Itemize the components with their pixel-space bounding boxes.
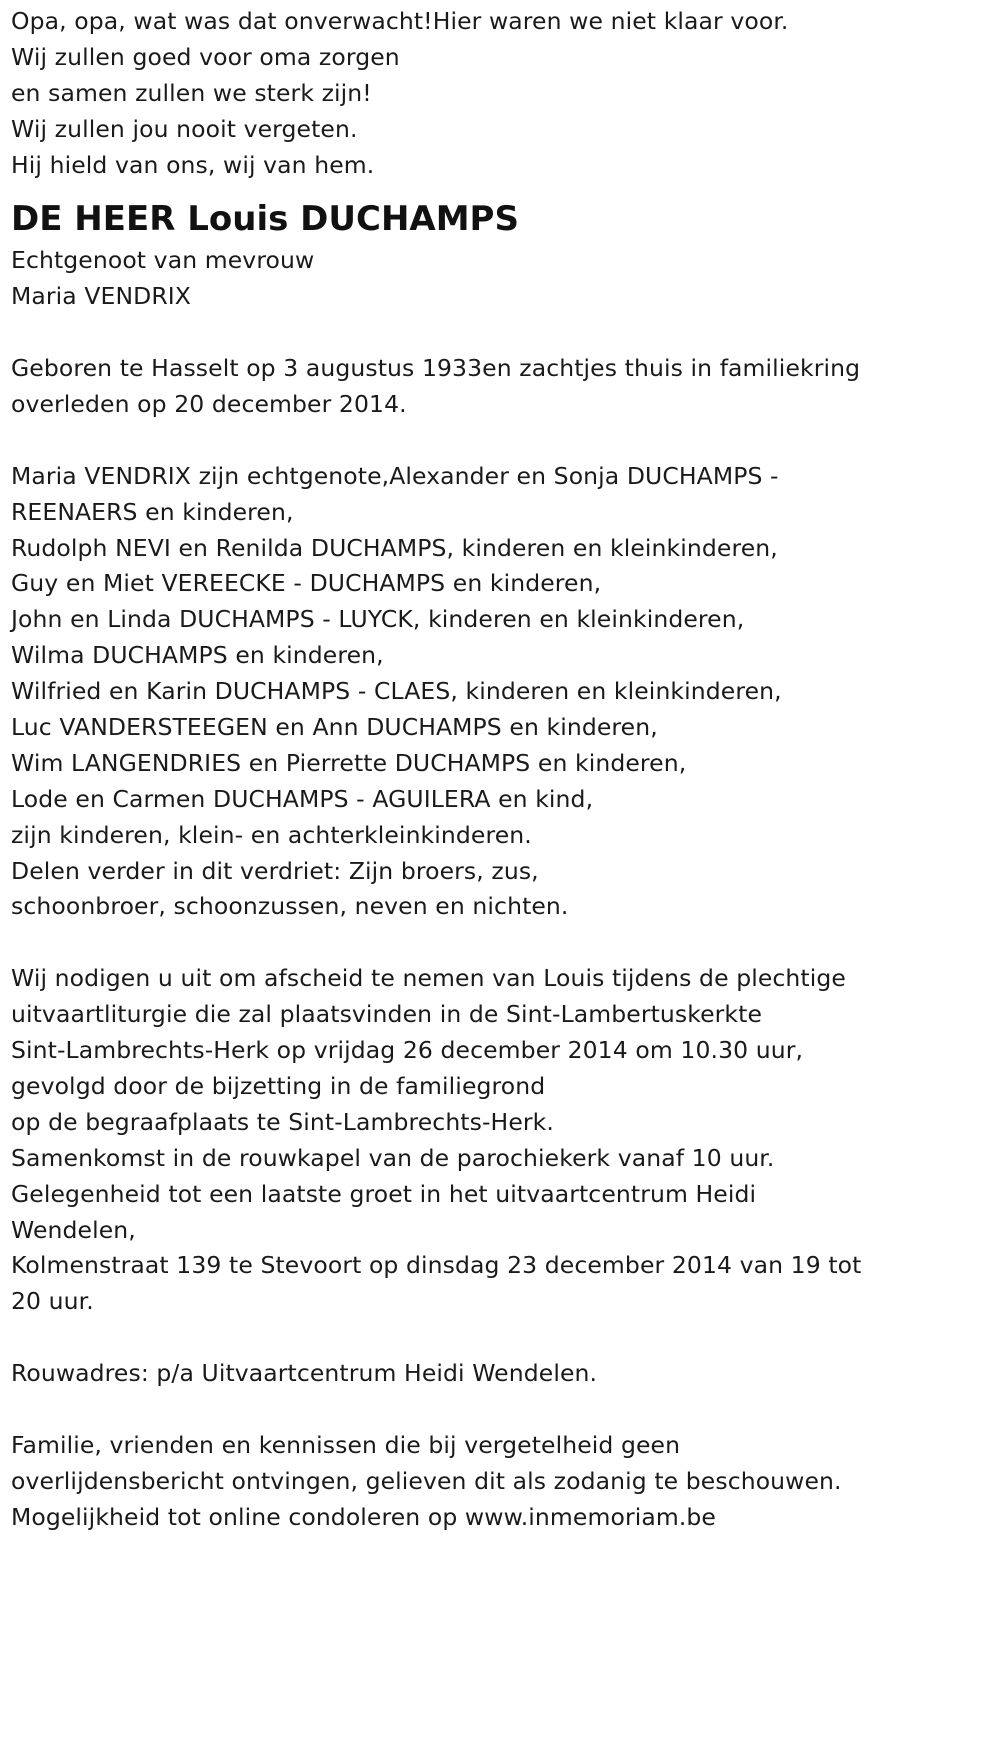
family-line: John en Linda DUCHAMPS - LUYCK, kinderen en kleinkinderen, <box>11 605 745 634</box>
closing-section <box>11 1428 1000 1536</box>
ceremony-line: uitvaartliturgie die zal plaatsvinden in de Sint-Lambertuskerkte <box>11 1000 763 1029</box>
address-section <box>11 1356 1000 1392</box>
birth-death-line: Geboren te Hasselt op 3 augustus 1933en zachtjes thuis in familiekring <box>11 354 861 383</box>
family-line: zijn kinderen, klein- en achterkleinkinderen. <box>11 820 532 849</box>
poem-section <box>11 4 1000 183</box>
spouse-line: Maria VENDRIX <box>11 282 191 311</box>
family-line: Wim LANGENDRIES en Pierrette DUCHAMPS en kinderen, <box>11 748 687 777</box>
poem-line: Wij zullen jou nooit vergeten. <box>11 114 358 143</box>
family-line: Wilma DUCHAMPS en kinderen, <box>11 641 384 670</box>
ceremony-line: Samenkomst in de rouwkapel van de parochiekerk vanaf 10 uur. <box>11 1143 775 1172</box>
ceremony-line: Sint-Lambrechts-Herk op vrijdag 26 december 2014 om 10.30 uur, <box>11 1036 804 1065</box>
family-line: Maria VENDRIX zijn echtgenote,Alexander en Sonja DUCHAMPS - <box>11 461 779 490</box>
family-line: REENAERS en kinderen, <box>11 497 294 526</box>
birth-death-section <box>11 351 1000 423</box>
family-line: Luc VANDERSTEEGEN en Ann DUCHAMPS en kinderen, <box>11 713 658 742</box>
ceremony-line: Gelegenheid tot een laatste groet in het uitvaartcentrum Heidi <box>11 1179 757 1208</box>
family-line: schoonbroer, schoonzussen, neven en nichten. <box>11 892 569 921</box>
address-line: Rouwadres: p/a Uitvaartcentrum Heidi Wendelen. <box>11 1359 598 1388</box>
deceased-name-heading: DE HEER Louis DUCHAMPS <box>11 199 519 240</box>
spacer <box>11 315 1000 351</box>
poem-line: Wij zullen goed voor oma zorgen <box>11 42 400 71</box>
family-section <box>11 459 1000 926</box>
ceremony-line: Wendelen, <box>11 1215 136 1244</box>
family-line: Lode en Carmen DUCHAMPS - AGUILERA en kind, <box>11 784 594 813</box>
ceremony-line: op de begraafplaats te Sint-Lambrechts-Herk. <box>11 1107 554 1136</box>
family-line: Delen verder in dit verdriet: Zijn broers, zus, <box>11 856 539 885</box>
ceremony-line: gevolgd door de bijzetting in de familiegrond <box>11 1071 546 1100</box>
closing-line: overlijdensbericht ontvingen, gelieven dit als zodanig te beschouwen. <box>11 1466 842 1495</box>
ceremony-line: Wij nodigen u uit om afscheid te nemen van Louis tijdens de plechtige <box>11 964 846 993</box>
spouse-line: Echtgenoot van mevrouw <box>11 246 315 275</box>
poem-line: en samen zullen we sterk zijn! <box>11 78 372 107</box>
spacer <box>11 1392 1000 1428</box>
family-line: Guy en Miet VEREECKE - DUCHAMPS en kinderen, <box>11 569 602 598</box>
spacer <box>11 1320 1000 1356</box>
poem-line: Opa, opa, wat was dat onverwacht!Hier waren we niet klaar voor. <box>11 7 789 35</box>
closing-line: Mogelijkheid tot online condoleren op www.inmemoriam.be <box>11 1502 716 1531</box>
spacer <box>11 925 1000 961</box>
ceremony-line: 20 uur. <box>11 1287 94 1316</box>
spacer <box>11 423 1000 459</box>
poem-line: Hij hield van ons, wij van hem. <box>11 150 375 179</box>
family-line: Rudolph NEVI en Renilda DUCHAMPS, kinderen en kleinkinderen, <box>11 533 778 562</box>
family-line: Wilfried en Karin DUCHAMPS - CLAES, kinderen en kleinkinderen, <box>11 677 782 706</box>
closing-line: Familie, vrienden en kennissen die bij vergetelheid geen <box>11 1430 681 1459</box>
ceremony-line: Kolmenstraat 139 te Stevoort op dinsdag 23 december 2014 van 19 tot <box>11 1251 862 1280</box>
birth-death-line: overleden op 20 december 2014. <box>11 390 407 419</box>
ceremony-section <box>11 961 1000 1320</box>
spouse-section <box>11 243 1000 315</box>
